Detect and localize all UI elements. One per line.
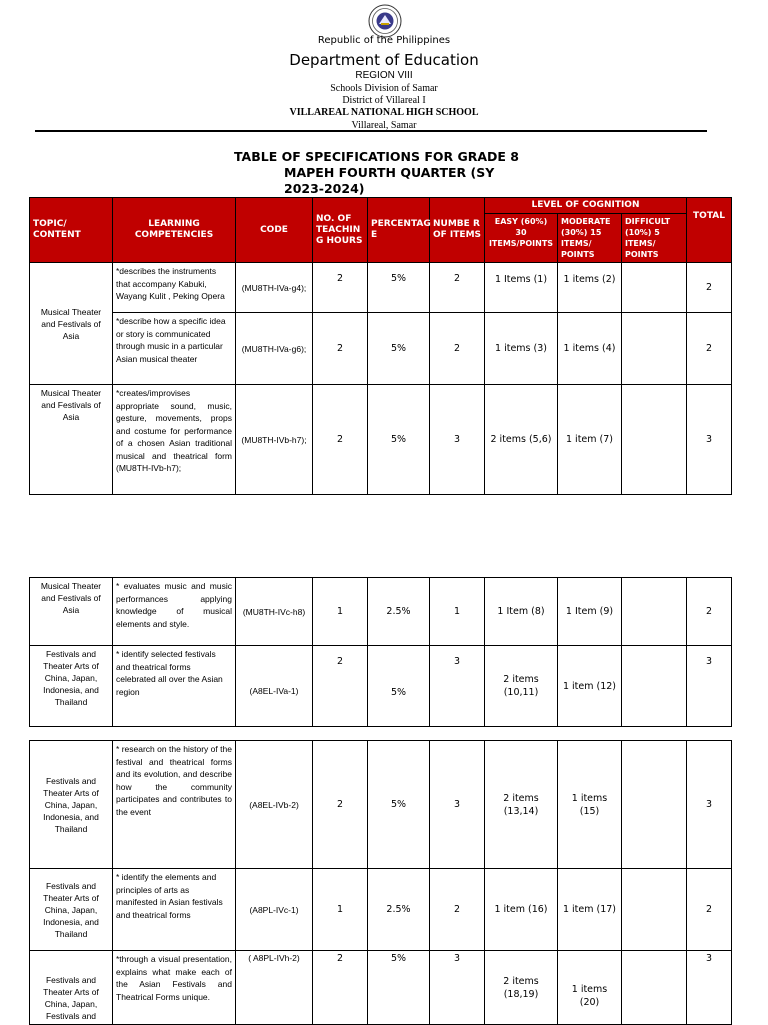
percent-cell: 5% bbox=[368, 313, 430, 385]
competency-cell: *describe how a specific idea or story is communicated through music in a particular Asian musical theater bbox=[113, 313, 236, 385]
difficult-cell bbox=[622, 385, 687, 495]
district-line: District of Villareal I bbox=[342, 95, 426, 106]
percent-cell: 5% bbox=[368, 646, 430, 727]
deped-seal-icon bbox=[368, 4, 402, 38]
moderate-cell: 1 item (12) bbox=[558, 646, 622, 727]
table-row bbox=[30, 578, 732, 646]
competency-cell: * identify selected festivals and theatrical forms celebrated all over the Asian region bbox=[113, 646, 236, 727]
table-row bbox=[30, 869, 732, 951]
difficult-cell bbox=[622, 313, 687, 385]
moderate-cell: 1 item (7) bbox=[558, 385, 622, 495]
col-code: CODE bbox=[236, 198, 313, 263]
items-cell: 3 bbox=[430, 385, 485, 495]
col-number-items: NUMBE R OF ITEMS bbox=[430, 198, 485, 263]
col-topic: TOPIC/ CONTENT bbox=[30, 198, 113, 263]
col-percentage: PERCENTAG E bbox=[368, 198, 430, 263]
republic-line: Republic of the Philippines bbox=[317, 35, 451, 46]
col-hours: NO. OF TEACHIN G HOURS bbox=[313, 198, 368, 263]
code-cell: ( A8PL-IVh-2) bbox=[236, 951, 313, 1025]
col-difficult: DIFFICULT (10%) 5 ITEMS/ POINTS bbox=[622, 214, 687, 263]
items-cell: 2 bbox=[430, 263, 485, 313]
easy-cell: 2 items (13,14) bbox=[485, 741, 558, 869]
topic-cell: Musical Theater and Festivals of Asia bbox=[30, 263, 113, 385]
percent-cell: 5% bbox=[368, 951, 430, 1025]
competency-cell: *through a visual presentation, explains what make each of the Asian Festivals and Theatrical Forms unique. bbox=[113, 951, 236, 1025]
percent-cell: 5% bbox=[368, 263, 430, 313]
percent-cell: 2.5% bbox=[368, 869, 430, 951]
code-cell: (MU8TH-IVb-h7); bbox=[236, 385, 313, 495]
difficult-cell bbox=[622, 578, 687, 646]
hours-cell: 2 bbox=[313, 263, 368, 313]
header-divider bbox=[35, 130, 707, 132]
easy-cell: 1 Item (8) bbox=[485, 578, 558, 646]
specifications-table-part-1 bbox=[29, 197, 732, 495]
region-line: REGION VIII bbox=[355, 70, 413, 81]
moderate-cell: 1 Item (9) bbox=[558, 578, 622, 646]
code-cell: (MU8TH-IVc-h8) bbox=[236, 578, 313, 646]
table-row bbox=[30, 741, 732, 869]
difficult-cell bbox=[622, 263, 687, 313]
competency-cell: * research on the history of the festival and theatrical forms and its evolution, and describe how the community participates and contributes to the event bbox=[113, 741, 236, 869]
total-cell: 2 bbox=[687, 578, 732, 646]
easy-cell: 1 Items (1) bbox=[485, 263, 558, 313]
easy-cell: 2 items (10,11) bbox=[485, 646, 558, 727]
topic-cell: Musical Theater and Festivals of Asia bbox=[30, 385, 113, 495]
col-moderate: MODERATE (30%) 15 ITEMS/ POINTS bbox=[558, 214, 622, 263]
document-title bbox=[234, 149, 534, 197]
table-row bbox=[30, 263, 732, 313]
total-cell: 3 bbox=[687, 951, 732, 1025]
title-line-1: TABLE OF SPECIFICATIONS FOR GRADE 8 bbox=[234, 149, 520, 164]
difficult-cell bbox=[622, 741, 687, 869]
specifications-table-part-2 bbox=[29, 577, 732, 727]
code-cell: (MU8TH-IVa-g6); bbox=[236, 313, 313, 385]
school-name: VILLAREAL NATIONAL HIGH SCHOOL bbox=[289, 107, 479, 118]
code-cell: (A8EL-IVa-1) bbox=[236, 646, 313, 727]
school-address: Villareal, Samar bbox=[351, 120, 417, 131]
table-row bbox=[30, 646, 732, 727]
table-row bbox=[30, 313, 732, 385]
hours-cell: 1 bbox=[313, 578, 368, 646]
competency-cell: *describes the instruments that accompany Kabuki, Wayang Kulit , Peking Opera bbox=[113, 263, 236, 313]
col-total: TOTAL bbox=[687, 198, 732, 263]
moderate-cell: 1 item (17) bbox=[558, 869, 622, 951]
total-cell: 3 bbox=[687, 385, 732, 495]
easy-cell: 2 items (5,6) bbox=[485, 385, 558, 495]
department-name: Department of Education bbox=[289, 51, 479, 69]
table-row bbox=[30, 385, 732, 495]
competency-cell: * identify the elements and principles of arts as manifested in Asian festivals and theatrical forms bbox=[113, 869, 236, 951]
col-level-of-cognition: LEVEL OF COGNITION bbox=[485, 198, 687, 214]
easy-cell: 1 item (16) bbox=[485, 869, 558, 951]
topic-cell: Festivals and Theater Arts of China, Japan, Indonesia, and Thailand bbox=[30, 869, 113, 951]
hours-cell: 2 bbox=[313, 313, 368, 385]
code-cell: (A8EL-IVb-2) bbox=[236, 741, 313, 869]
easy-cell: 2 items (18,19) bbox=[485, 951, 558, 1025]
hours-cell: 2 bbox=[313, 741, 368, 869]
difficult-cell bbox=[622, 646, 687, 727]
table-row bbox=[30, 951, 732, 1025]
topic-cell: Festivals and Theater Arts of China, Japan, Indonesia, and Thailand bbox=[30, 741, 113, 869]
moderate-cell: 1 items (15) bbox=[558, 741, 622, 869]
difficult-cell bbox=[622, 951, 687, 1025]
items-cell: 1 bbox=[430, 578, 485, 646]
code-cell: (MU8TH-IVa-g4); bbox=[236, 263, 313, 313]
total-cell: 2 bbox=[687, 313, 732, 385]
items-cell: 3 bbox=[430, 951, 485, 1025]
hours-cell: 2 bbox=[313, 385, 368, 495]
total-cell: 3 bbox=[687, 646, 732, 727]
items-cell: 3 bbox=[430, 741, 485, 869]
code-cell: (A8PL-IVc-1) bbox=[236, 869, 313, 951]
total-cell: 2 bbox=[687, 263, 732, 313]
col-easy: EASY (60%) 30 ITEMS/POINTS bbox=[485, 214, 558, 263]
title-line-2: MAPEH FOURTH QUARTER (SY bbox=[284, 165, 495, 180]
percent-cell: 5% bbox=[368, 385, 430, 495]
col-competencies: LEARNING COMPETENCIES bbox=[113, 198, 236, 263]
division-line: Schools Division of Samar bbox=[330, 83, 438, 94]
competency-cell: * evaluates music and music performances applying knowledge of musical elements and style. bbox=[113, 578, 236, 646]
moderate-cell: 1 items (2) bbox=[558, 263, 622, 313]
competency-cell: *creates/improvises appropriate sound, music, gesture, movements, props and costume for performance of a chosen Asian traditional musical and theatrical form (MU8TH-IVb-h7); bbox=[113, 385, 236, 495]
moderate-cell: 1 items (4) bbox=[558, 313, 622, 385]
difficult-cell bbox=[622, 869, 687, 951]
easy-cell: 1 items (3) bbox=[485, 313, 558, 385]
hours-cell: 2 bbox=[313, 951, 368, 1025]
topic-cell: Musical Theater and Festivals of Asia bbox=[30, 578, 113, 646]
items-cell: 3 bbox=[430, 646, 485, 727]
percent-cell: 5% bbox=[368, 741, 430, 869]
items-cell: 2 bbox=[430, 313, 485, 385]
items-cell: 2 bbox=[430, 869, 485, 951]
topic-cell: Festivals and Theater Arts of China, Japan, Festivals and bbox=[30, 951, 113, 1025]
hours-cell: 2 bbox=[313, 646, 368, 727]
total-cell: 3 bbox=[687, 741, 732, 869]
percent-cell: 2.5% bbox=[368, 578, 430, 646]
topic-cell: Festivals and Theater Arts of China, Japan, Indonesia, and Thailand bbox=[30, 646, 113, 727]
title-line-3: 2023-2024) bbox=[284, 181, 365, 196]
total-cell: 2 bbox=[687, 869, 732, 951]
moderate-cell: 1 items (20) bbox=[558, 951, 622, 1025]
hours-cell: 1 bbox=[313, 869, 368, 951]
specifications-table-part-3 bbox=[29, 740, 732, 1025]
